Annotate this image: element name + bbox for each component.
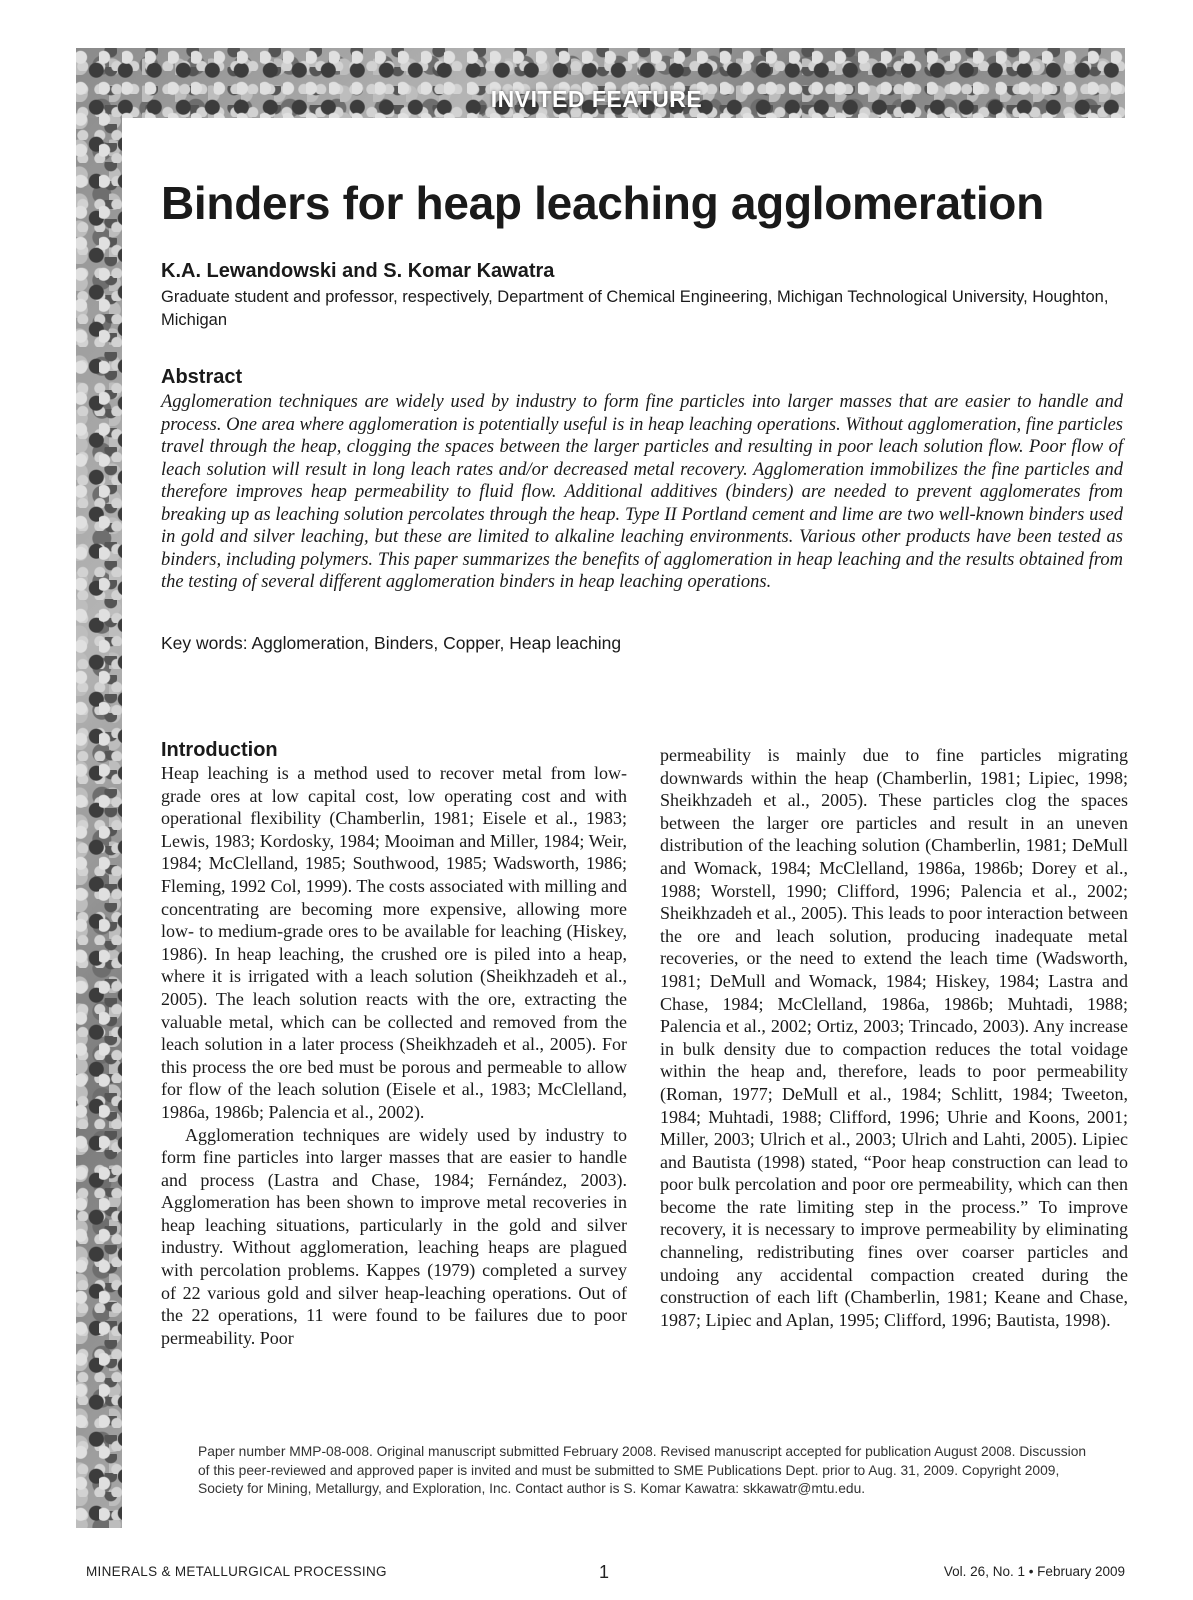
- left-column: [161, 738, 627, 1349]
- right-column: [660, 738, 1128, 1331]
- intro-paragraph-2: Agglomeration techniques are widely used by industry to form fine particles into larger masses that are easier to handle and process (Lastra and Chase, 1984; Fernández, 2003). Agglomeration has been shown to improve metal recoveries in heap leaching situations, particularly in the gold and silver industry. Without agglomeration, leaching heaps are plagued with percolation problems. Kappes (1979) completed a survey of 22 various gold and silver heap-leaching operations. Out of the 22 operations, 11 were found to be failures due to poor permeability. Poor: [161, 1124, 627, 1348]
- article-title: Binders for heap leaching agglomeration: [161, 177, 1044, 229]
- banner-label: INVITED FEATURE: [490, 86, 703, 112]
- manuscript-footnote: Paper number MMP-08-008. Original manuscript submitted February 2008. Revised manuscript accepted for publication August 2008. Discussion of this peer-reviewed and approved paper is invited and must be submitted to SME Publications Dept. prior to Aug. 31, 2009. Copyright 2009, Society for Mining, Metallurgy, and Exploration, Inc. Contact author is S. Komar Kawatra: skkawatr@mtu.edu.: [198, 1444, 1087, 1496]
- intro-paragraph-1: Heap leaching is a method used to recover metal from low-grade ores at low capital cost, low operating cost and with operational flexibility (Chamberlin, 1981; Eisele et al., 1983; Lewis, 1983; Kordosky, 1984; Mooiman and Miller, 1984; Weir, 1984; McClelland, 1985; Southwood, 1985; Wadsworth, 1986; Fleming, 1992 Col, 1999). The costs associated with milling and concentrating are becoming more expensive, allowing more low- to medium-grade ores to be available for leaching (Hiskey, 1986). In heap leaching, the crushed ore is piled into a heap, where it is irrigated with a leach solution (Sheikhzadeh et al., 2005). The leach solution reacts with the ore, extracting the valuable metal, which can be collected and removed from the leach solution in a later process (Sheikhzadeh et al., 2005). For this process the ore bed must be porous and permeable to allow for flow of the leach solution (Eisele et al., 1983; McClelland, 1986a, 1986b; Palencia et al., 2002).: [161, 763, 627, 1122]
- abstract-body: Agglomeration techniques are widely used by industry to form fine particles into larger masses that are easier to handle and process. One area where agglomeration is potentially useful is in heap leaching operations. Without agglomeration, fine particles travel through the heap, clogging the spaces between the larger particles and resulting in poor leach solution flow. Poor flow of leach solution will result in long leach rates and/or decreased metal recovery. Agglomeration immobilizes the fine particles and therefore improves heap permeability to fluid flow. Additional additives (binders) are needed to prevent agglomerates from breaking up as leaching solution percolates through the heap. Type II Portland cement and lime are two well-known binders used in gold and silver leaching, but these are limited to alkaline leaching environments. Various other products have been tested as binders, including polymers. This paper summarizes the benefits of agglomeration in heap leaching and the results obtained from the testing of several different agglomeration binders in heap leaching operations.: [161, 392, 1123, 592]
- intro-paragraph-3: permeability is mainly due to fine particles migrating downwards within the heap (Chamberlin, 1981; Lipiec, 1998; Sheikhzadeh et al., 2005). These particles clog the spaces between the larger ore particles and result in an uneven distribution of the leaching solution (Chamberlin, 1981; DeMull and Womack, 1984; McClelland, 1986a, 1986b; Dorey et al., 1988; Worstell, 1990; Clifford, 1996; Palencia et al., 2002; Sheikhzadeh et al., 2005). This leads to poor interaction between the ore and leach solution, producing inadequate metal recoveries, or the need to extend the leach time (Wadsworth, 1981; DeMull and Womack, 1984; Hiskey, 1984; Lastra and Chase, 1984; McClelland, 1986a, 1986b; Muhtadi, 1988; Palencia et al., 2002; Ortiz, 2003; Trincado, 2003). Any increase in bulk density due to compaction reduces the total voidage within the heap and, therefore, leads to poor permeability (Roman, 1977; DeMull et al., 1984; Schlitt, 1984; Tweeton, 1984; Muhtadi, 1988; Clifford, 1996; Uhrie and Koons, 2001; Miller, 2003; Ulrich et al., 2003; Ulrich and Lahti, 2005). Lipiec and Bautista (1998) stated, “Poor heap construction can lead to poor bulk percolation and poor ore permeability, which can then become the rate limiting step in the process.” To improve recovery, it is necessary to improve permeability by eliminating channeling, redistributing fines over coarser particles and undoing any accidental compaction created during the construction of each lift (Chamberlin, 1981; Keane and Chase, 1987; Lipiec and Aplan, 1995; Clifford, 1996; Bautista, 1998).: [660, 745, 1128, 1330]
- author-affiliation: Graduate student and professor, respectively, Department of Chemical Engineering, Michigan Technological University, Houghton, Michigan: [161, 288, 1109, 329]
- footer-journal: MINERALS & METALLURGICAL PROCESSING: [86, 1564, 387, 1579]
- introduction-heading: Introduction: [161, 739, 278, 761]
- abstract-heading: Abstract: [161, 366, 243, 388]
- footer-issue: Vol. 26, No. 1 • February 2009: [943, 1564, 1125, 1579]
- article-authors: K.A. Lewandowski and S. Komar Kawatra: [161, 260, 555, 282]
- keywords: Key words: Agglomeration, Binders, Copper, Heap leaching: [161, 633, 622, 653]
- page-number: 1: [599, 1562, 610, 1582]
- decorative-side-strip: [76, 48, 122, 1528]
